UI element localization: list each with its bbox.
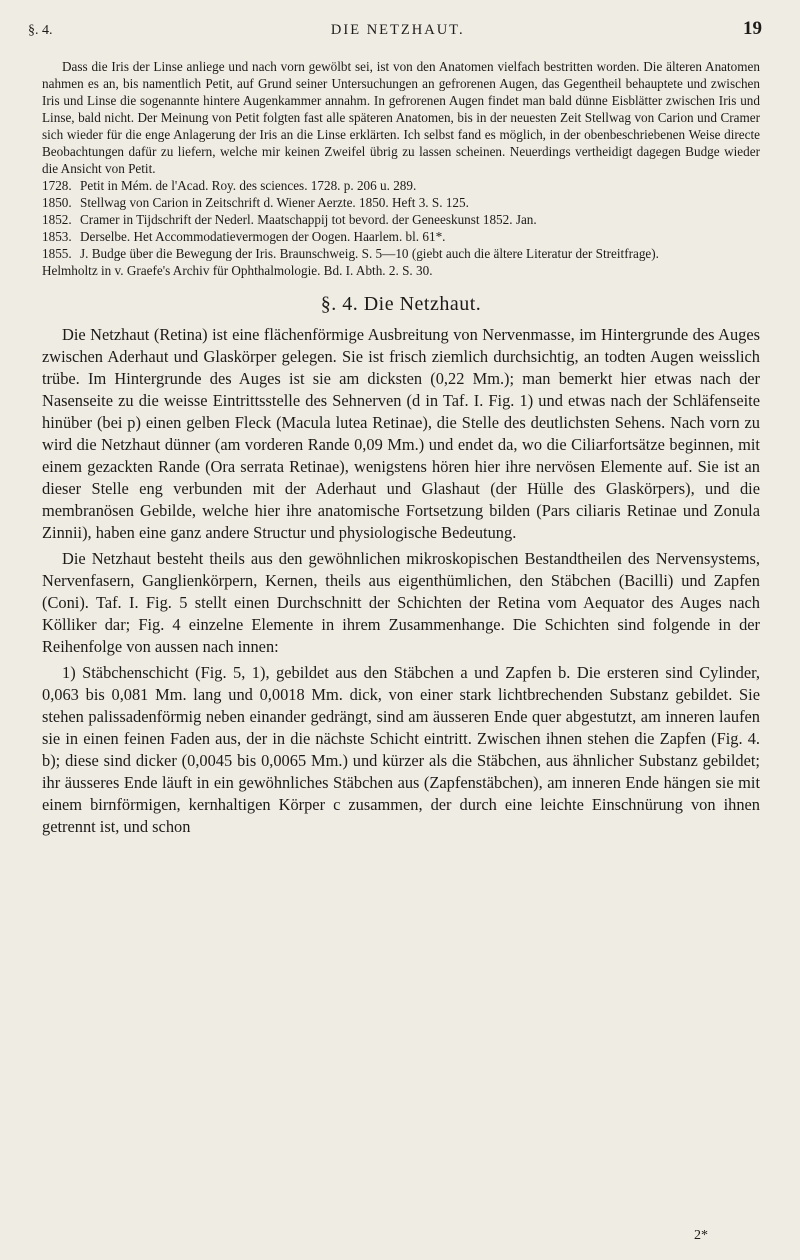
reference-year: 1728. [42,178,72,193]
reference-list [42,177,760,279]
reference-item [42,245,760,262]
page-number: 19 [743,18,762,39]
reference-text: Derselbe. Het Accommodatievermogen der Oogen. Haarlem. bl. 61*. [80,229,446,244]
page-content [42,58,760,838]
section-heading: §. 4. Die Netzhaut. [320,293,482,315]
reference-item [42,177,760,194]
reference-year: 1852. [42,212,72,227]
signature-mark: 2* [694,1228,708,1243]
reference-year: 1853. [42,229,72,244]
reference-text: J. Budge über die Bewegung der Iris. Braunschweig. S. 5—10 (giebt auch die ältere Literatur der Streitfrage). [80,246,659,261]
reference-item [42,262,760,279]
running-header [28,18,762,40]
reference-year: 1850. [42,195,72,210]
body-paragraph: Die Netzhaut (Retina) ist eine flächenförmige Ausbreitung von Nervenmasse, im Hintergrunde des Auges zwischen Aderhaut und Glaskörper gelegen. Sie ist frisch ziemlich durchsichtig, an todten Augen weisslich trübe. Im Hintergrunde des Auges ist sie am dicksten (0,22 Mm.); man bemerkt hier etwas nach der Nasenseite zu die weisse Eintrittsstelle des Sehnerven (d in Taf. I. Fig. 1) und etwas nach der Schläfenseite hinüber (bei p) einen gelben Fleck (Macula lutea Retinae), die Stelle des deutlichsten Sehens. Nach vorn zu wird die Netzhaut dünner (am vorderen Rande 0,09 Mm.) und endet da, wo die Ciliarfortsätze beginnen, mit einem gezackten Rande (Ora serrata Retinae), wenigstens hören hier ihre nervösen Elemente auf. Sie ist an dieser Stelle eng verbunden mit der Aderhaut und Glashaut (der Hülle des Glaskörpers), und die membranösen Gebilde, welche hier ihre anatomische Fortsetzung bilden (Pars ciliaris Retinae und Zonula Zinnii), haben eine ganz andere Structur und physiologische Bedeutung. [42,325,760,542]
body-paragraph: 1) Stäbchenschicht (Fig. 5, 1), gebildet aus den Stäbchen a und Zapfen b. Die ersteren sind Cylinder, 0,063 bis 0,081 Mm. lang und 0,0018 Mm. dick, von einer stark lichtbrechenden Substanz gebildet. Sie stehen palissadenförmig neben einander gedrängt, sind am äusseren Ende quer abgestutzt, am inneren laufen sie in einen feinen Faden aus, der in die nächste Schicht eintritt. Zwischen ihnen stehen die Zapfen (Fig. 4. b); diese sind dicker (0,0045 bis 0,0065 Mm.) und kürzer als die Stäbchen, aus ähnlicher Substanz gebildet; ihr äusseres Ende läuft in ein gewöhnliches Stäbchen aus (Zapfenstäbchen), am inneren Ende hängen sie mit einem birnförmigen, kernhaltigen Körper c zusammen, der durch eine leichte Einschnürung von ihnen getrennt ist, und schon [42,663,760,836]
header-section-number: §. 4. [28,23,53,38]
reference-item [42,211,760,228]
reference-item [42,194,760,211]
body-paragraph: Die Netzhaut besteht theils aus den gewöhnlichen mikroskopischen Bestandtheilen des Nervensystems, Nervenfasern, Ganglienkörpern, Kernen, theils aus eigenthümlichen, den Stäbchen (Bacilli) und Zapfen (Coni). Taf. I. Fig. 5 stellt einen Durchschnitt der Schichten der Retina vom Aequator des Auges nach Kölliker dar; Fig. 4 einzelne Elemente in ihrem Zusammenhange. Die Schichten sind folgende in der Reihenfolge von aussen nach innen: [42,549,760,656]
reference-year: 1855. [42,246,72,261]
reference-text: Cramer in Tijdschrift der Nederl. Maatschappij tot bevord. der Geneeskunst 1852. Jan. [80,212,537,227]
header-title: DIE NETZHAUT. [330,22,465,38]
reference-text: Helmholtz in v. Graefe's Archiv für Ophthalmologie. Bd. I. Abth. 2. S. 30. [42,263,433,278]
reference-text: Petit in Mém. de l'Acad. Roy. des sciences. 1728. p. 206 u. 289. [80,178,417,193]
reference-item [42,228,760,245]
reference-text: Stellwag von Carion in Zeitschrift d. Wiener Aerzte. 1850. Heft 3. S. 125. [80,195,469,210]
intro-paragraph: Dass die Iris der Linse anliege und nach vorn gewölbt sei, ist von den Anatomen vielfach bestritten worden. Die älteren Anatomen nahmen es an, bis namentlich Petit, auf Grund seiner Untersuchungen an gefrorenen Augen, das Gegentheil behauptete und zwischen Iris und Linse die sogenannte hintere Augenkammer annahm. In gefrorenen Augen findet man bald dünne Eisblätter zwischen Iris und Linse, bald nicht. Der Meinung von Petit folgten fast alle späteren Anatomen, bis in der neuesten Zeit Stellwag von Carion und Cramer sich wieder für die enge Anlagerung der Iris an die Linse erklärten. Ich selbst fand es möglich, in der obenbeschriebenen Weise directe Beobachtungen dafür zu liefern, welche mir keinen Zweifel übrig zu lassen scheinen. Neuerdings vertheidigt dagegen Budge wieder die Ansicht von Petit. [42,59,760,176]
